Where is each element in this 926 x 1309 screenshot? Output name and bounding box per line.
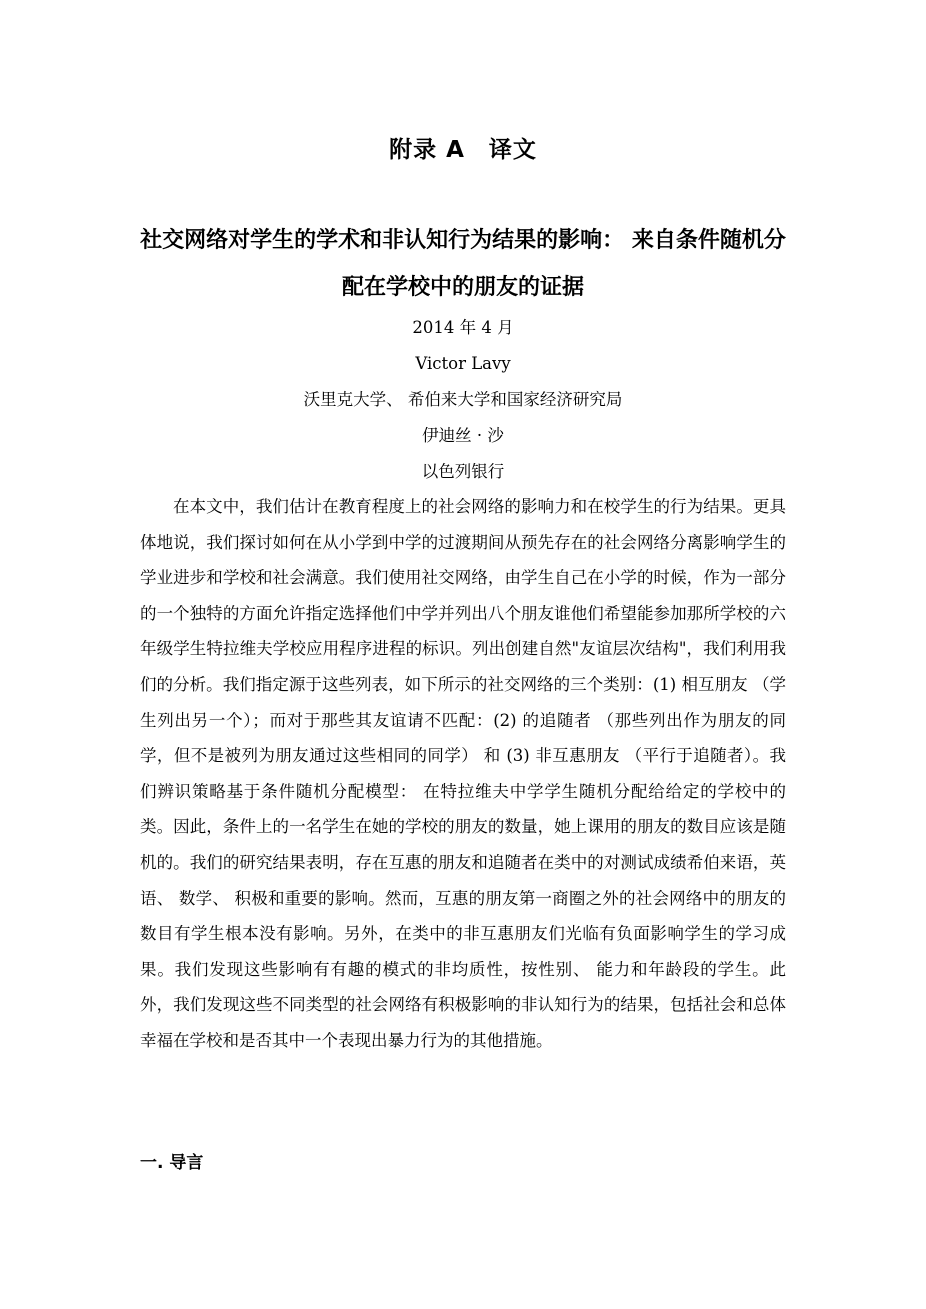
title-metadata xyxy=(0,310,926,490)
paper-title: 社交网络对学生的学术和非认知行为结果的影响： 来自条件随机分配在学校中的朋友的证据 xyxy=(140,228,786,300)
author-name: 伊迪丝 · 沙 xyxy=(422,426,504,445)
appendix-heading: 附录 A 译文 xyxy=(389,137,537,163)
author-affiliation: 以色列银行 xyxy=(421,462,505,481)
publication-date: 2014 年 4 月 xyxy=(412,318,514,337)
author-name: Victor Lavy xyxy=(415,354,511,373)
author-affiliation: 沃里克大学、 希伯来大学和国家经济研究局 xyxy=(303,390,623,409)
abstract-paragraph: 在本文中，我们估计在教育程度上的社会网络的影响力和在校学生的行为结果。更具体地说，我们探讨如何在从小学到中学的过渡期间从预先存在的社会网络分离影响学生的学业进步和学校和社会满意。我们使用社交网络，由学生自己在小学的时候，作为一部分的一个独特的方面允许指定选择他们中学并列出八个朋友谁他们希望能参加那所学校的六年级学生特拉维夫学校应用程序进程的标识。列出创建自然"友谊层次结构"，我们利用我们的分析。我们指定源于这些列表，如下所示的社交网络的三个类别：(1) 相互朋友 （学生列出另一个）；而对于那些其友谊请不匹配：(2) 的追随者 （那些列出作为朋友的同学，但不是被列为朋友通过这些相同的同学） 和 (3) 非互惠朋友 （平行于追随者）。我们辨识策略基于条件随机分配模型： 在特拉维夫中学学生随机分配给给定的学校中的类。因此，条件上的一名学生在她的学校的朋友的数量，她上课用的朋友的数目应该是随机的。我们的研究结果表明，存在互惠的朋友和追随者在类中的对测试成绩希伯来语，英语、 数学、 积极和重要的影响。然而，互惠的朋友第一商圈之外的社会网络中的朋友的数目有学生根本没有影响。另外，在类中的非互惠朋友们光临有负面影响学生的学习成果。我们发现这些影响有有趣的模式的非均质性，按性别、 能力和年龄段的学生。此外，我们发现这些不同类型的社会网络有积极影响的非认知行为的结果，包括社会和总体幸福在学校和是否其中一个表现出暴力行为的其他措施。 xyxy=(140,497,786,1050)
section-heading: 一. 导言 xyxy=(140,1153,204,1173)
